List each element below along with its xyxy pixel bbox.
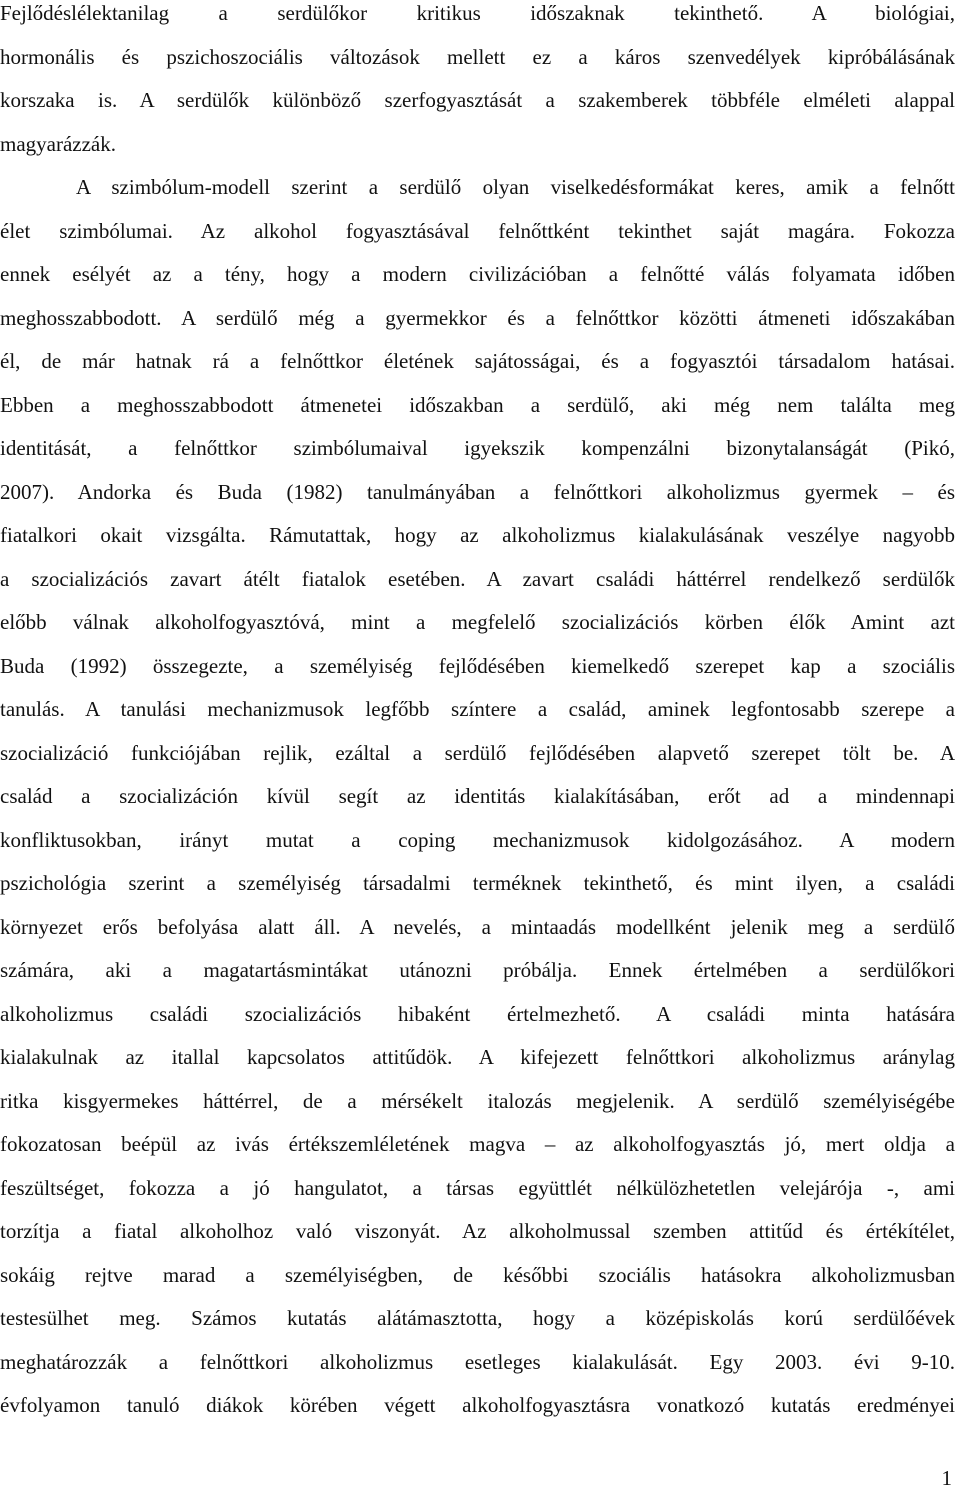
text-line: a szocializációs zavart átélt fiatalok esetében. A zavart családi háttérrel rendelkező serdülők — [0, 566, 955, 591]
text-line: magyarázzák. — [0, 131, 117, 156]
text-line: A szimbólum-modell szerint a serdülő olyan viselkedésformákat keres, amik a felnőtt — [76, 175, 955, 199]
text-line: család a szocializáción kívül segít az identitás kialakításában, erőt ad a mindennapi — [0, 784, 955, 808]
text-line: Buda (1992) összegezte, a személyiség fejlődésében kiemelkedő szerepet kap a szociális — [0, 653, 955, 678]
text-line: ennek esélyét az a tény, hogy a modern civilizációban a felnőtté válás folyamata időben — [0, 262, 955, 286]
text-line: korszaka is. A serdülők különböző szerfogyasztását a szakemberek többféle elméleti alappal — [0, 88, 955, 112]
text-line: szocializáció funkciójában rejlik, ezáltal a serdülő fejlődésében alapvető szerepet tölt be. A — [0, 740, 955, 765]
text-line: Ebben a meghosszabbodott átmenetei időszakban a serdülő, aki még nem találta meg — [0, 392, 955, 417]
text-line: identitását, a felnőttkor szimbólumaival igyekszik kompenzálni bizonytalanságát (Pikó, — [0, 436, 955, 460]
text-line: 2007). Andorka és Buda (1982) tanulmányában a felnőttkori alkoholizmus gyermek – és — [0, 479, 955, 504]
text-line: kialakulnak az itallal kapcsolatos attitűdök. A kifejezett felnőttkori alkoholizmus aránylag — [0, 1045, 955, 1069]
text-line: él, de már hatnak rá a felnőttkor életének sajátosságai, és a fogyasztói társadalom hatásai. — [0, 349, 955, 373]
paragraph-1 — [0, 0, 955, 166]
text-line: fiatalkori okait vizsgálta. Rámutattak, hogy az alkoholizmus kialakulásának veszélye nagyobb — [0, 523, 955, 547]
text-line: tanulás. A tanulási mechanizmusok legfőbb színtere a család, aminek legfontosabb szerepe a — [0, 697, 955, 721]
text-line: élet szimbólumai. Az alkohol fogyasztásával felnőttként tekinthet saját magára. Fokozza — [0, 218, 955, 243]
text-line: torzítja a fiatal alkoholhoz való viszonyát. Az alkoholmussal szemben attitűd és értékítélet, — [0, 1219, 955, 1243]
text-line: számára, aki a magatartásmintákat utánozni próbálja. Ennek értelmében a serdülőkori — [0, 958, 955, 982]
page-number: 1 — [941, 1466, 952, 1490]
text-line: Fejlődéslélektanilag a serdülőkor kritikus időszaknak tekinthető. A biológiai, — [0, 1, 955, 25]
text-line: konfliktusokban, irányt mutat a coping mechanizmusok kidolgozásához. A modern — [0, 827, 955, 852]
text-line: hormonális és pszichoszociális változások mellett ez a káros szenvedélyek kipróbálásának — [0, 44, 955, 69]
text-line: testesülhet meg. Számos kutatás alátámasztotta, hogy a középiskolás korú serdülőévek — [0, 1306, 955, 1330]
text-line: meghosszabbodott. A serdülő még a gyermekkor és a felnőttkor közötti átmeneti időszakában — [0, 305, 955, 330]
paragraph-2 — [0, 166, 955, 1428]
text-line: fokozatosan beépül az ivás értékszemléletének magva – az alkoholfogyasztás jó, mert oldja a — [0, 1132, 955, 1156]
text-line: meghatározzák a felnőttkori alkoholizmus esetleges kialakulását. Egy 2003. évi 9-10. — [0, 1349, 955, 1374]
text-line: alkoholizmus családi szocializációs hibaként értelmezhető. A családi minta hatására — [0, 1001, 955, 1026]
text-line: környezet erős befolyása alatt áll. A nevelés, a mintaadás modellként jelenik meg a serdülő — [0, 914, 955, 939]
text-line: sokáig rejtve marad a személyiségben, de későbbi szociális hatásokra alkoholizmusban — [0, 1262, 955, 1287]
text-line: feszültséget, fokozza a jó hangulatot, a társas együttlét nélkülözhetetlen velejárója -, ami — [0, 1175, 955, 1200]
text-line: ritka kisgyermekes háttérrel, de a mérsékelt italozás megjelenik. A serdülő személyiségébe — [0, 1088, 955, 1113]
text-line: előbb válnak alkoholfogyasztóvá, mint a megfelelő szocializációs körben élők Amint azt — [0, 610, 955, 634]
text-line: évfolyamon tanuló diákok körében végett alkoholfogyasztásra vonatkozó kutatás eredményei — [0, 1393, 955, 1417]
text-line: pszichológia szerint a személyiség társadalmi terméknek tekinthető, és mint ilyen, a családi — [0, 871, 955, 895]
